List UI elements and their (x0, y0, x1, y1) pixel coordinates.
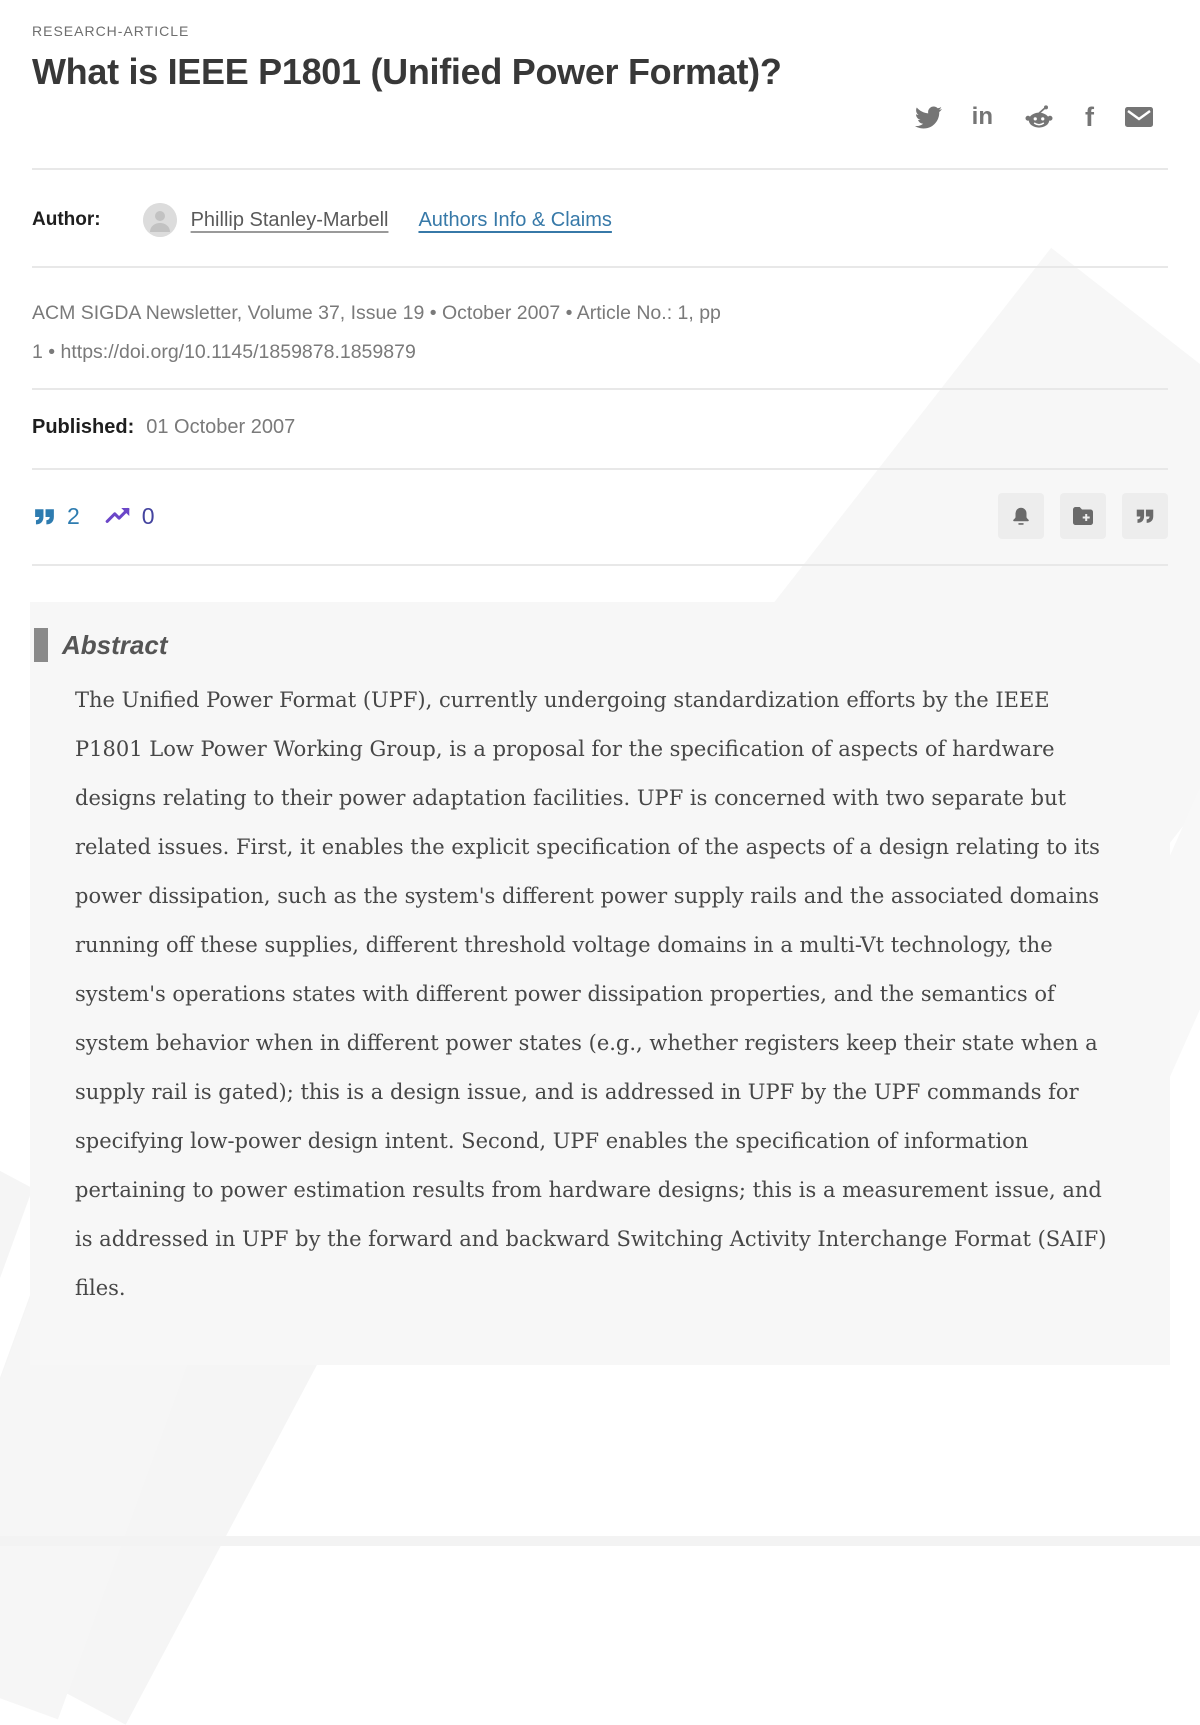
abstract-body: The Unified Power Format (UPF), currently undergoing standardization efforts by the IEEE P1801 Low Power Working Group, is a proposal for the specification of aspects of hardware designs relating to their power adaptation facilities. UPF is concerned with two separate but related issues. First, it enables the explicit specification of the aspects of a design relating to its power dissipation, such as the system's different power supply rails and the associated domains running off these supplies, different threshold voltage domains in a multi-Vt technology, the system's operations states with different power dissipation properties, and the semantics of system behavior when in different power states (e.g., whether registers keep their state when a supply rail is gated); this is a design issue, and is addressed in UPF by the UPF commands for specifying low-power design intent. Second, UPF enables the specification of information pertaining to power estimation results from hardware designs; this is a measurement issue, and is addressed in UPF by the forward and backward Switching Activity Interchange Format (SAIF) files. (75, 688, 1107, 1300)
abstract-heading-bar (34, 628, 48, 662)
social-share-bar (32, 102, 1154, 132)
abstract-heading (34, 628, 1140, 662)
citation-quote-icon (32, 504, 57, 529)
author-name-link[interactable]: Phillip Stanley-Marbell (190, 208, 389, 231)
divider (32, 468, 1168, 470)
published-label: Published: (32, 416, 135, 438)
page-title: What is IEEE P1801 (Unified Power Format)? (32, 51, 782, 92)
alerts-bell-button[interactable] (998, 493, 1044, 539)
abstract-heading-label: Abstract (62, 629, 168, 660)
divider (32, 388, 1168, 390)
publication-info-line-1: ACM SIGDA Newsletter, Volume 37, Issue 19 • October 2007 • Article No.: 1, pp (32, 302, 721, 324)
linkedin-share-icon[interactable]: in (971, 103, 993, 130)
author-label: Author: (32, 209, 101, 230)
article-action-buttons (998, 493, 1168, 539)
publication-doi-line: 1 • https://doi.org/10.1145/1859878.1859879 (32, 341, 416, 363)
trending-up-icon (104, 503, 132, 529)
metrics-counts (32, 503, 155, 530)
author-avatar[interactable] (143, 203, 177, 237)
cite-quote-button[interactable] (1122, 493, 1168, 539)
facebook-share-icon[interactable]: f (1085, 102, 1094, 132)
email-share-icon[interactable] (1124, 105, 1154, 129)
citation-count: 2 (67, 502, 80, 529)
divider (32, 266, 1168, 268)
metrics-bar (32, 492, 1168, 540)
metrics-score: 0 (141, 502, 155, 529)
reddit-share-icon[interactable] (1023, 102, 1055, 132)
published-row (32, 416, 1168, 444)
twitter-share-icon[interactable] (915, 104, 942, 131)
divider (32, 564, 1168, 566)
authors-info-claims-link[interactable]: Authors Info & Claims (418, 208, 612, 231)
article-type-label: RESEARCH-ARTICLE (32, 23, 190, 39)
publication-info (32, 294, 1168, 372)
author-row (32, 200, 1168, 240)
abstract-section (30, 602, 1170, 1365)
page-bottom-strip (0, 1536, 1200, 1546)
published-date: 01 October 2007 (146, 416, 296, 438)
divider (32, 168, 1168, 170)
add-to-collection-button[interactable] (1060, 493, 1106, 539)
